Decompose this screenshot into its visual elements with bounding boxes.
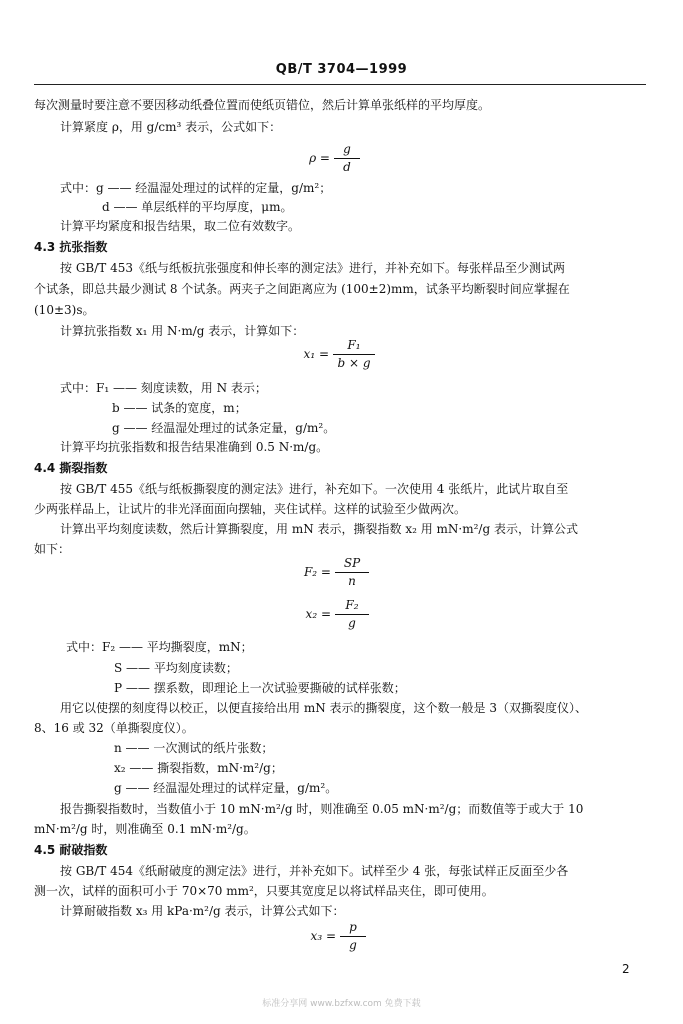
formula-lhs: x₂ =	[305, 607, 331, 621]
formula-numerator: p	[349, 920, 357, 934]
text-line: 8、16 或 32（单撕裂度仪）。	[34, 721, 194, 735]
text-line: 式中：F₂ —— 平均撕裂度，mN；	[66, 640, 253, 654]
text-line: 每次测量时要注意不要因移动纸叠位置而使纸页错位，然后计算单张纸样的平均厚度。	[34, 98, 491, 112]
formula-numerator: g	[343, 142, 351, 156]
text-line: 计算平均紧度和报告结果，取二位有效数字。	[60, 219, 301, 233]
text-line: 报告撕裂指数时，当数值小于 10 mN·m²/g 时，则准确至 0.05 mN·m²/g；而数值等于或大于 10	[60, 802, 584, 816]
text-line: 按 GB/T 454《纸耐破度的测定法》进行，并补充如下。试样至少 4 张，每张试样正反面至少各	[60, 864, 569, 878]
text-line: 用它以使摆的刻度得以校正，以便直接给出用 mN 表示的撕裂度，这个数一般是 3（双撕裂度仪）、	[60, 701, 587, 715]
formula-lhs: x₁ =	[303, 347, 329, 361]
formula-lhs: ρ =	[309, 151, 330, 165]
text-line: (10±3)s。	[34, 303, 95, 317]
text-line: 个试条，即总共最少测试 8 个试条。两夹子之间距离应为 (100±2)mm，试条平均断裂时间应掌握在	[34, 282, 570, 296]
formula-numerator: SP	[343, 556, 361, 570]
formula-denominator: d	[343, 160, 351, 174]
formula-numerator: F₂	[345, 598, 359, 612]
section-heading: 4.3 抗张指数	[34, 240, 108, 254]
text-line: 式中：g —— 经温湿处理过的试样的定量，g/m²；	[60, 181, 332, 195]
fraction-bar	[334, 158, 360, 159]
fraction-bar	[340, 936, 366, 937]
text-line: g —— 经温湿处理过的试样定量，g/m²。	[114, 781, 338, 795]
text-line: 式中：F₁ —— 刻度读数，用 N 表示；	[60, 381, 267, 395]
text-line: 计算耐破指数 x₃ 用 kPa·m²/g 表示，计算公式如下：	[60, 904, 345, 918]
text-line: n —— 一次测试的纸片张数；	[114, 741, 274, 755]
fraction-bar	[335, 614, 369, 615]
formula-numerator: F₁	[347, 338, 361, 352]
fraction-bar	[333, 354, 375, 355]
text-line: mN·m²/g 时，则准确至 0.1 mN·m²/g。	[34, 822, 256, 836]
formula-denominator: n	[348, 574, 356, 588]
text-line: 按 GB/T 453《纸与纸板抗张强度和伸长率的测定法》进行，并补充如下。每张样品至少测试两	[60, 261, 565, 275]
text-line: 如下：	[34, 542, 71, 556]
text-line: 按 GB/T 455《纸与纸板撕裂度的测定法》进行，补充如下。一次使用 4 张纸片，此试片取自至	[60, 482, 569, 496]
fraction-bar	[335, 572, 369, 573]
section-heading: 4.5 耐破指数	[34, 843, 108, 857]
text-line: 计算紧度 ρ，用 g/cm³ 表示，公式如下：	[60, 120, 282, 134]
text-line: x₂ —— 撕裂指数，mN·m²/g；	[114, 761, 283, 775]
header-rule	[34, 84, 646, 85]
formula-lhs: F₂ =	[303, 565, 331, 579]
text-line: P —— 摆系数，即理论上一次试验要撕破的试样张数；	[114, 681, 406, 695]
formula-denominator: b × g	[337, 356, 371, 370]
watermark-footer: 标准分享网 www.bzfxw.com 免费下载	[262, 999, 421, 1009]
page-number: 2	[622, 962, 630, 976]
text-line: 计算抗张指数 x₁ 用 N·m/g 表示，计算如下：	[60, 324, 305, 338]
text-line: 计算平均抗张指数和报告结果准确到 0.5 N·m/g。	[60, 440, 329, 454]
formula-denominator: g	[348, 616, 356, 630]
formula-denominator: g	[349, 938, 357, 952]
text-line: b —— 试条的宽度，m；	[112, 401, 247, 415]
standard-header: QB/T 3704—1999	[275, 62, 408, 77]
text-line: S —— 平均刻度读数；	[114, 661, 238, 675]
text-line: 少两张样品上，让试片的非光泽面面向摆轴，夹住试样。这样的试验至少做两次。	[34, 502, 467, 516]
text-line: 测一次，试样的面积可小于 70×70 mm²，只要其宽度足以将试样品夹住，即可使用。	[34, 884, 494, 898]
formula-lhs: x₃ =	[310, 929, 336, 943]
text-line: g —— 经温湿处理过的试条定量，g/m²。	[112, 421, 336, 435]
text-line: d —— 单层纸样的平均厚度，μm。	[102, 200, 293, 214]
text-line: 计算出平均刻度读数，然后计算撕裂度，用 mN 表示，撕裂指数 x₂ 用 mN·m²/g 表示，计算公式	[60, 522, 578, 536]
section-heading: 4.4 撕裂指数	[34, 461, 108, 475]
